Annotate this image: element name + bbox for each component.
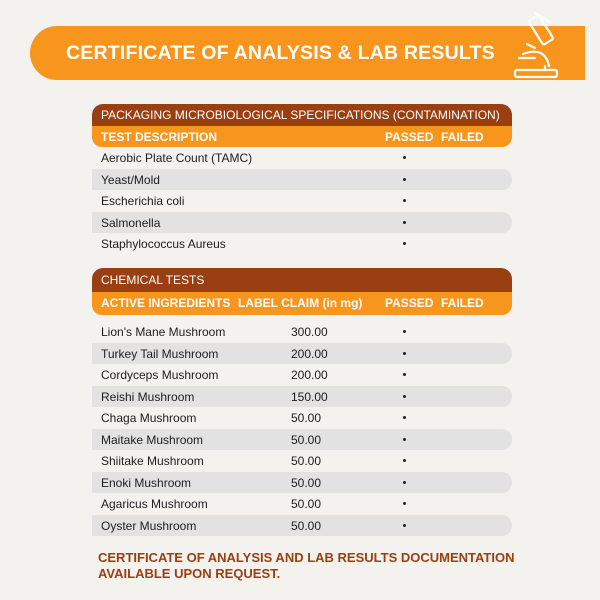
result-dot	[403, 481, 406, 484]
table-row	[92, 407, 512, 429]
row-name: Lion's Mane Mushroom	[101, 325, 226, 339]
row-claim: 200.00	[291, 346, 328, 361]
result-dot	[403, 416, 406, 419]
result-dot	[403, 242, 406, 245]
row-name: Staphylococcus Aureus	[101, 237, 226, 251]
row-name: Salmonella	[101, 215, 161, 230]
table-row	[92, 450, 512, 472]
row-claim: 200.00	[291, 368, 328, 382]
col-passed: PASSED	[385, 130, 434, 144]
table-row	[92, 190, 512, 212]
row-name: Shiitake Mushroom	[101, 454, 204, 468]
chem-rows	[92, 321, 512, 536]
row-name: Agaricus Mushroom	[101, 497, 208, 511]
result-dot	[403, 524, 406, 527]
col-test-description: TEST DESCRIPTION	[101, 130, 218, 144]
table-row	[92, 321, 512, 343]
table-row	[92, 472, 512, 494]
row-name: Enoki Mushroom	[101, 475, 192, 490]
table-row	[92, 147, 512, 169]
page-title: CERTIFICATE OF ANALYSIS & LAB RESULTS	[66, 41, 495, 64]
table-row	[92, 386, 512, 408]
chem-section	[92, 268, 512, 536]
row-claim: 50.00	[291, 497, 322, 511]
row-claim: 50.00	[291, 454, 322, 468]
row-name: Cordyceps Mushroom	[101, 368, 219, 382]
chem-heading: CHEMICAL TESTS	[92, 268, 512, 292]
col-failed: FAILED	[441, 296, 484, 310]
row-claim: 300.00	[291, 325, 328, 339]
result-dot	[403, 199, 406, 202]
row-name: Turkey Tail Mushroom	[101, 346, 219, 361]
row-name: Oyster Mushroom	[101, 518, 197, 533]
result-dot	[403, 438, 406, 441]
micro-rows	[92, 147, 512, 255]
table-row	[92, 515, 512, 537]
table-row	[92, 343, 512, 365]
result-dot	[403, 502, 406, 505]
row-claim: 150.00	[291, 389, 328, 404]
row-name: Maitake Mushroom	[101, 432, 204, 447]
chem-column-header	[92, 292, 512, 315]
row-name: Aerobic Plate Count (TAMC)	[101, 151, 253, 165]
result-dot	[403, 330, 406, 333]
result-dot	[403, 352, 406, 355]
table-row	[92, 212, 512, 234]
row-name: Chaga Mushroom	[101, 411, 197, 425]
result-dot	[403, 459, 406, 462]
result-dot	[403, 221, 406, 224]
col-active-ingredients: ACTIVE INGREDIENTS	[101, 296, 231, 310]
row-claim: 50.00	[291, 475, 322, 490]
table-row	[92, 429, 512, 451]
result-dot	[403, 178, 406, 181]
row-claim: 50.00	[291, 518, 322, 533]
micro-column-header	[92, 126, 512, 147]
col-passed: PASSED	[385, 296, 434, 310]
col-label-claim: LABEL CLAIM (in mg)	[238, 296, 363, 310]
result-dot	[403, 156, 406, 159]
footer-note: CERTIFICATE OF ANALYSIS AND LAB RESULTS DOCUMENTATION AVAILABLE UPON REQUEST.	[98, 550, 515, 581]
col-failed: FAILED	[441, 130, 484, 144]
table-row	[92, 493, 512, 515]
micro-section	[92, 104, 512, 255]
result-dot	[403, 395, 406, 398]
row-name: Escherichia coli	[101, 194, 185, 208]
row-name: Reishi Mushroom	[101, 389, 195, 404]
row-name: Yeast/Mold	[101, 172, 160, 187]
result-dot	[403, 373, 406, 376]
micro-heading: PACKAGING MICROBIOLOGICAL SPECIFICATIONS (CONTAMINATION)	[92, 104, 512, 126]
row-claim: 50.00	[291, 432, 322, 447]
title-banner	[30, 26, 585, 80]
table-row	[92, 233, 512, 255]
microscope-icon	[505, 10, 567, 86]
row-claim: 50.00	[291, 411, 322, 425]
table-row	[92, 364, 512, 386]
table-row	[92, 169, 512, 191]
